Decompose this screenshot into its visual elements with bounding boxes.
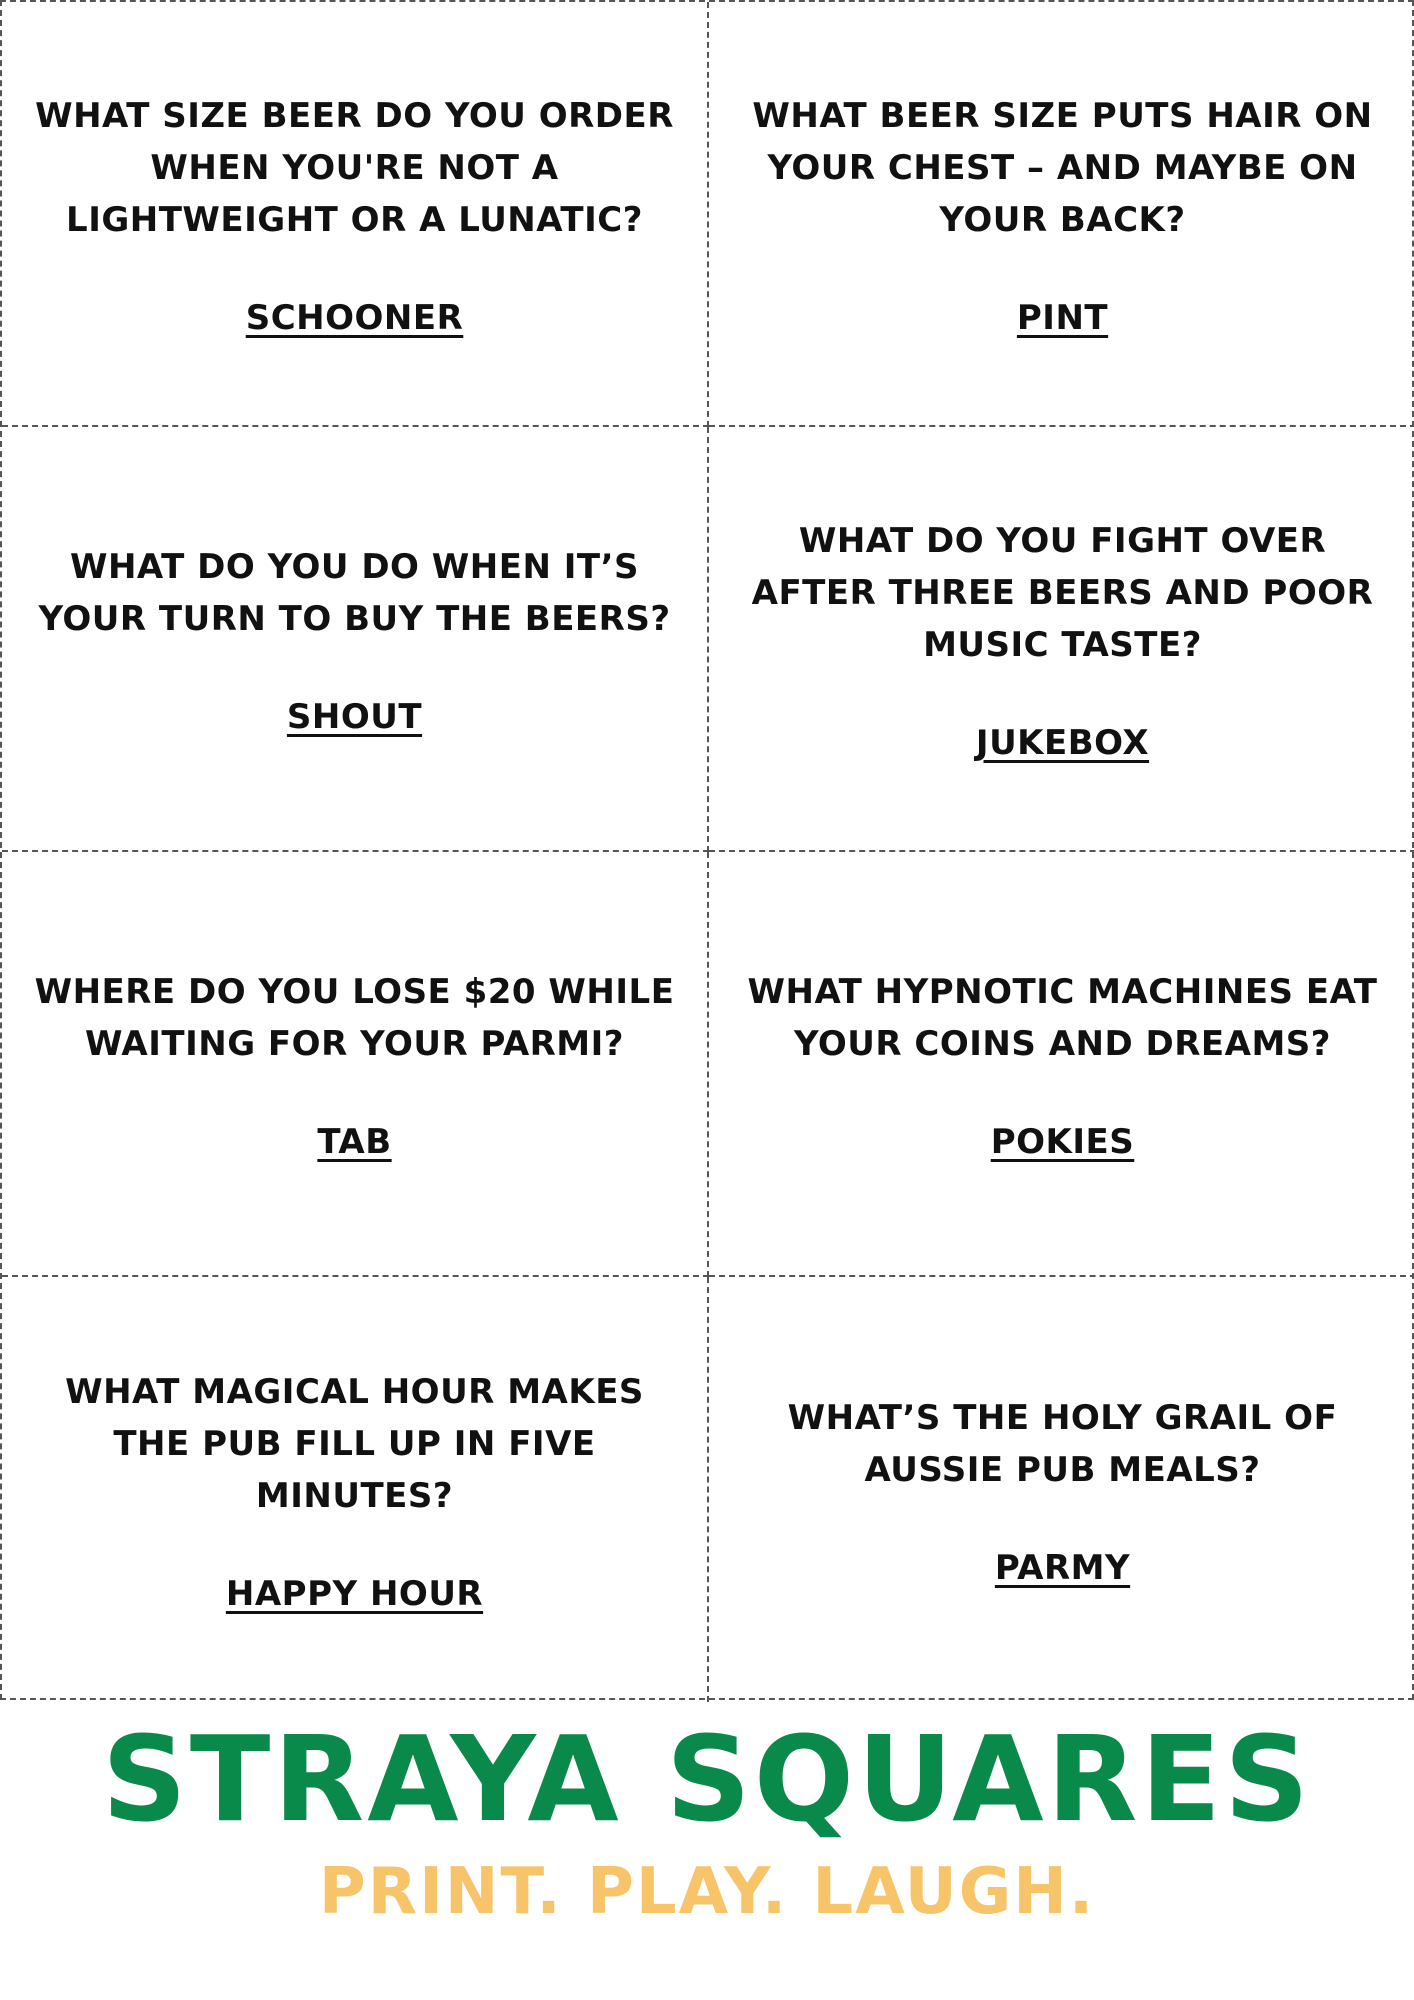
card-4 [709, 427, 1414, 852]
brand-footer [0, 1700, 1414, 2000]
card-answer: HAPPY HOUR [225, 1573, 484, 1614]
card-question: WHAT HYPNOTIC MACHINES EAT YOUR COINS AND DREAMS? [747, 971, 1378, 1064]
card-3 [2, 427, 709, 852]
card-question: WHAT DO YOU DO WHEN IT’S YOUR TURN TO BUY THE BEERS? [38, 546, 671, 639]
card-answer: PARMY [994, 1547, 1131, 1588]
card-question: WHAT BEER SIZE PUTS HAIR ON YOUR CHEST – AND MAYBE ON YOUR BACK? [752, 95, 1373, 240]
card-question: WHAT DO YOU FIGHT OVER AFTER THREE BEERS AND POOR MUSIC TASTE? [751, 520, 1374, 665]
card-1 [2, 2, 709, 427]
brand-tagline: PRINT. PLAY. LAUGH. [318, 1855, 1096, 1929]
card-question: WHERE DO YOU LOSE $20 WHILE WAITING FOR YOUR PARMI? [34, 971, 675, 1064]
card-6 [709, 852, 1414, 1277]
brand-title: STRAYA SQUARES [101, 1710, 1313, 1848]
card-answer: JUKEBOX [975, 722, 1150, 763]
card-answer: SHOUT [286, 696, 423, 737]
card-7 [2, 1277, 709, 1702]
card-question: WHAT MAGICAL HOUR MAKES THE PUB FILL UP IN FIVE MINUTES? [65, 1371, 644, 1516]
card-question: WHAT’S THE HOLY GRAIL OF AUSSIE PUB MEALS? [787, 1397, 1338, 1490]
card-5 [2, 852, 709, 1277]
card-answer: POKIES [990, 1121, 1135, 1162]
card-8 [709, 1277, 1414, 1702]
card-answer: TAB [317, 1121, 392, 1162]
card-answer: SCHOONER [245, 297, 464, 338]
card-question: WHAT SIZE BEER DO YOU ORDER WHEN YOU'RE NOT A LIGHTWEIGHT OR A LUNATIC? [35, 95, 674, 240]
card-2 [709, 2, 1414, 427]
card-answer: PINT [1016, 297, 1109, 338]
